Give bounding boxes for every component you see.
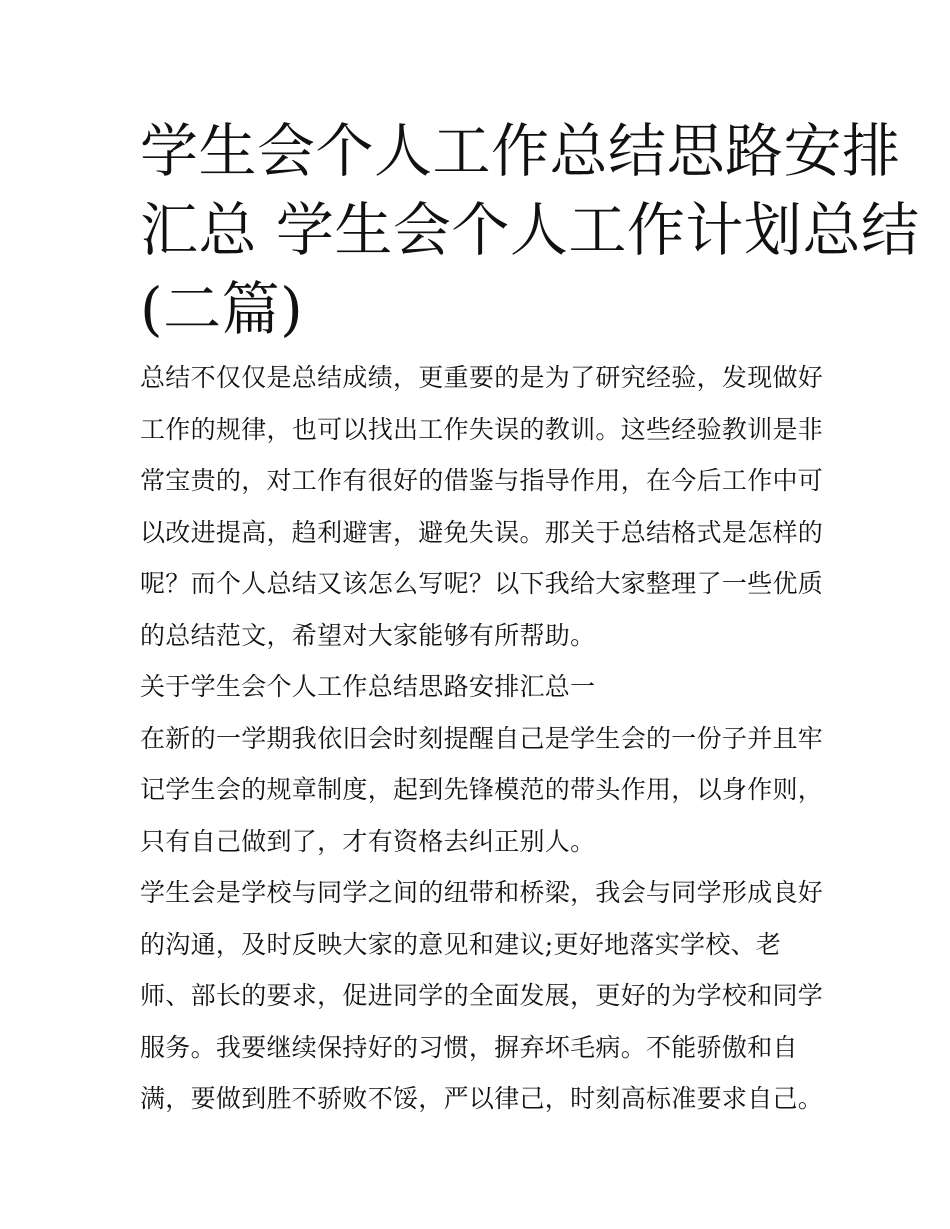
body-line: 师、部长的要求，促进同学的全面发展，更好的为学校和同学 <box>140 981 824 1010</box>
section-heading: 关于学生会个人工作总结思路安排汇总一 <box>140 672 596 701</box>
body-line: 的总结范文，希望对大家能够有所帮助。 <box>140 620 596 650</box>
body-line: 学生会是学校与同学之间的纽带和桥梁，我会与同学形成良好 <box>140 878 824 907</box>
body-line: 工作的规律，也可以找出工作失误的教训。这些经验教训是非 <box>140 414 824 444</box>
body-line: 以改进提高，趋利避害，避免失误。那关于总结格式是怎样的 <box>140 517 824 547</box>
body-line: 只有自己做到了，才有资格去纠正别人。 <box>140 826 596 856</box>
body-line: 总结不仅仅是总结成绩，更重要的是为了研究经验，发现做好 <box>140 363 824 392</box>
title-line: 学生会个人工作总结思路安排 <box>140 117 901 185</box>
body-line: 呢？而个人总结又该怎么写呢？以下我给大家整理了一些优质 <box>140 569 824 598</box>
body-line: 在新的一学期我依旧会时刻提醒自己是学生会的一份子并且牢 <box>140 723 824 753</box>
body-line: 的沟通，及时反映大家的意见和建议;更好地落实学校、老 <box>140 929 782 959</box>
body-line: 常宝贵的，对工作有很好的借鉴与指导作用，在今后工作中可 <box>140 466 824 495</box>
document-body <box>140 352 824 1125</box>
title-line: (二篇) <box>140 275 304 343</box>
document-title <box>140 112 920 349</box>
body-line: 满，要做到胜不骄败不馁，严以律己，时刻高标准要求自己。 <box>140 1084 824 1113</box>
body-line: 记学生会的规章制度，起到先锋模范的带头作用，以身作则， <box>140 775 824 804</box>
body-line: 服务。我要继续保持好的习惯，摒弃坏毛病。不能骄傲和自 <box>140 1032 798 1062</box>
title-line: 汇总 学生会个人工作计划总结 <box>140 196 920 264</box>
